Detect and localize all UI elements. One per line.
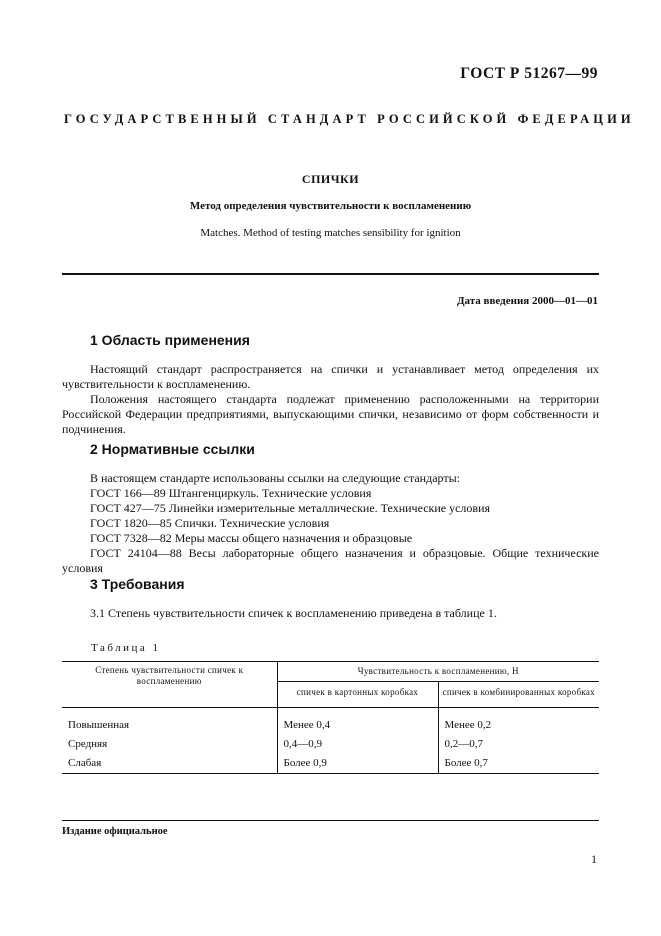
references-intro: В настоящем стандарте использованы ссылки на следующие стандарты: [90, 471, 461, 485]
title-divider [62, 273, 599, 275]
table-cell-cardboard: Менее 0,4 [277, 716, 438, 735]
table-caption: Таблица 1 [91, 642, 161, 654]
reference-item: ГОСТ 166—89 Штангенциркуль. Технические условия [90, 486, 372, 500]
footer-divider [62, 820, 599, 821]
table-cell-degree: Повышенная [62, 716, 277, 735]
sensitivity-table [62, 661, 599, 774]
reference-item: ГОСТ 1820—85 Спички. Технические условия [90, 516, 330, 530]
normative-references [62, 471, 599, 576]
page-number: 1 [591, 852, 597, 866]
table-cell-combined: Более 0,7 [438, 754, 599, 774]
reference-item: ГОСТ 7328—82 Меры массы общего назначения и образцовые [90, 531, 413, 545]
section-1-heading: 1 Область применения [90, 332, 250, 348]
official-edition-label: Издание официальное [62, 826, 168, 837]
table-cell-combined: Менее 0,2 [444, 719, 492, 731]
section-2-heading: 2 Нормативные ссылки [90, 441, 255, 457]
table-header-degree: Степень чувствительности спичек к воспламенению [62, 662, 277, 708]
table-row [62, 735, 599, 754]
section-3-text [62, 606, 599, 621]
document-title: СПИЧКИ [301, 172, 360, 186]
table-header-group: Чувствительность к воспламенению, Н [277, 662, 599, 682]
table-cell-degree: Средняя [62, 735, 277, 754]
introduction-date: Дата введения 2000—01—01 [456, 295, 598, 307]
table-row [62, 716, 599, 735]
standard-type-heading: ГОСУДАРСТВЕННЫЙ СТАНДАРТ РОССИЙСКОЙ ФЕДЕРАЦИИ [64, 112, 635, 126]
reference-item: ГОСТ 24104—88 Весы лабораторные общего назначения и образцовые. Общие технические условия [62, 546, 599, 575]
reference-item: ГОСТ 427—75 Линейки измерительные металлические. Технические условия [90, 501, 491, 515]
section-3-paragraph: 3.1 Степень чувствительности спичек к воспламенению приведена в таблице 1. [90, 606, 497, 620]
document-subtitle: Метод определения чувствительности к воспламенению [189, 200, 472, 212]
document-number: ГОСТ Р 51267—99 [460, 65, 598, 82]
section-1-paragraph: Положения настоящего стандарта подлежат применению расположенными на территории Российской Федерации предприятиями, выпускающими спички, независимо от форм собственности и подчинения. [62, 392, 599, 436]
table-cell-combined: 0,2—0,7 [444, 738, 483, 750]
section-3-heading: 3 Требования [90, 576, 185, 592]
table-header-combined: спичек в комбинированных коробках [438, 682, 599, 708]
table-cell-cardboard: 0,4—0,9 [277, 735, 438, 754]
section-1-paragraph: Настоящий стандарт распространяется на спички и устанавливает метод определения их чувствительности к воспламенению. [62, 362, 599, 391]
table-header-cardboard: спичек в картонных коробках [277, 682, 438, 708]
table-cell-degree: Слабая [62, 754, 277, 774]
table-cell-cardboard: Более 0,9 [277, 754, 438, 774]
section-1-text [62, 362, 599, 437]
table-row [62, 754, 599, 774]
english-title: Matches. Method of testing matches sensibility for ignition [200, 227, 461, 239]
